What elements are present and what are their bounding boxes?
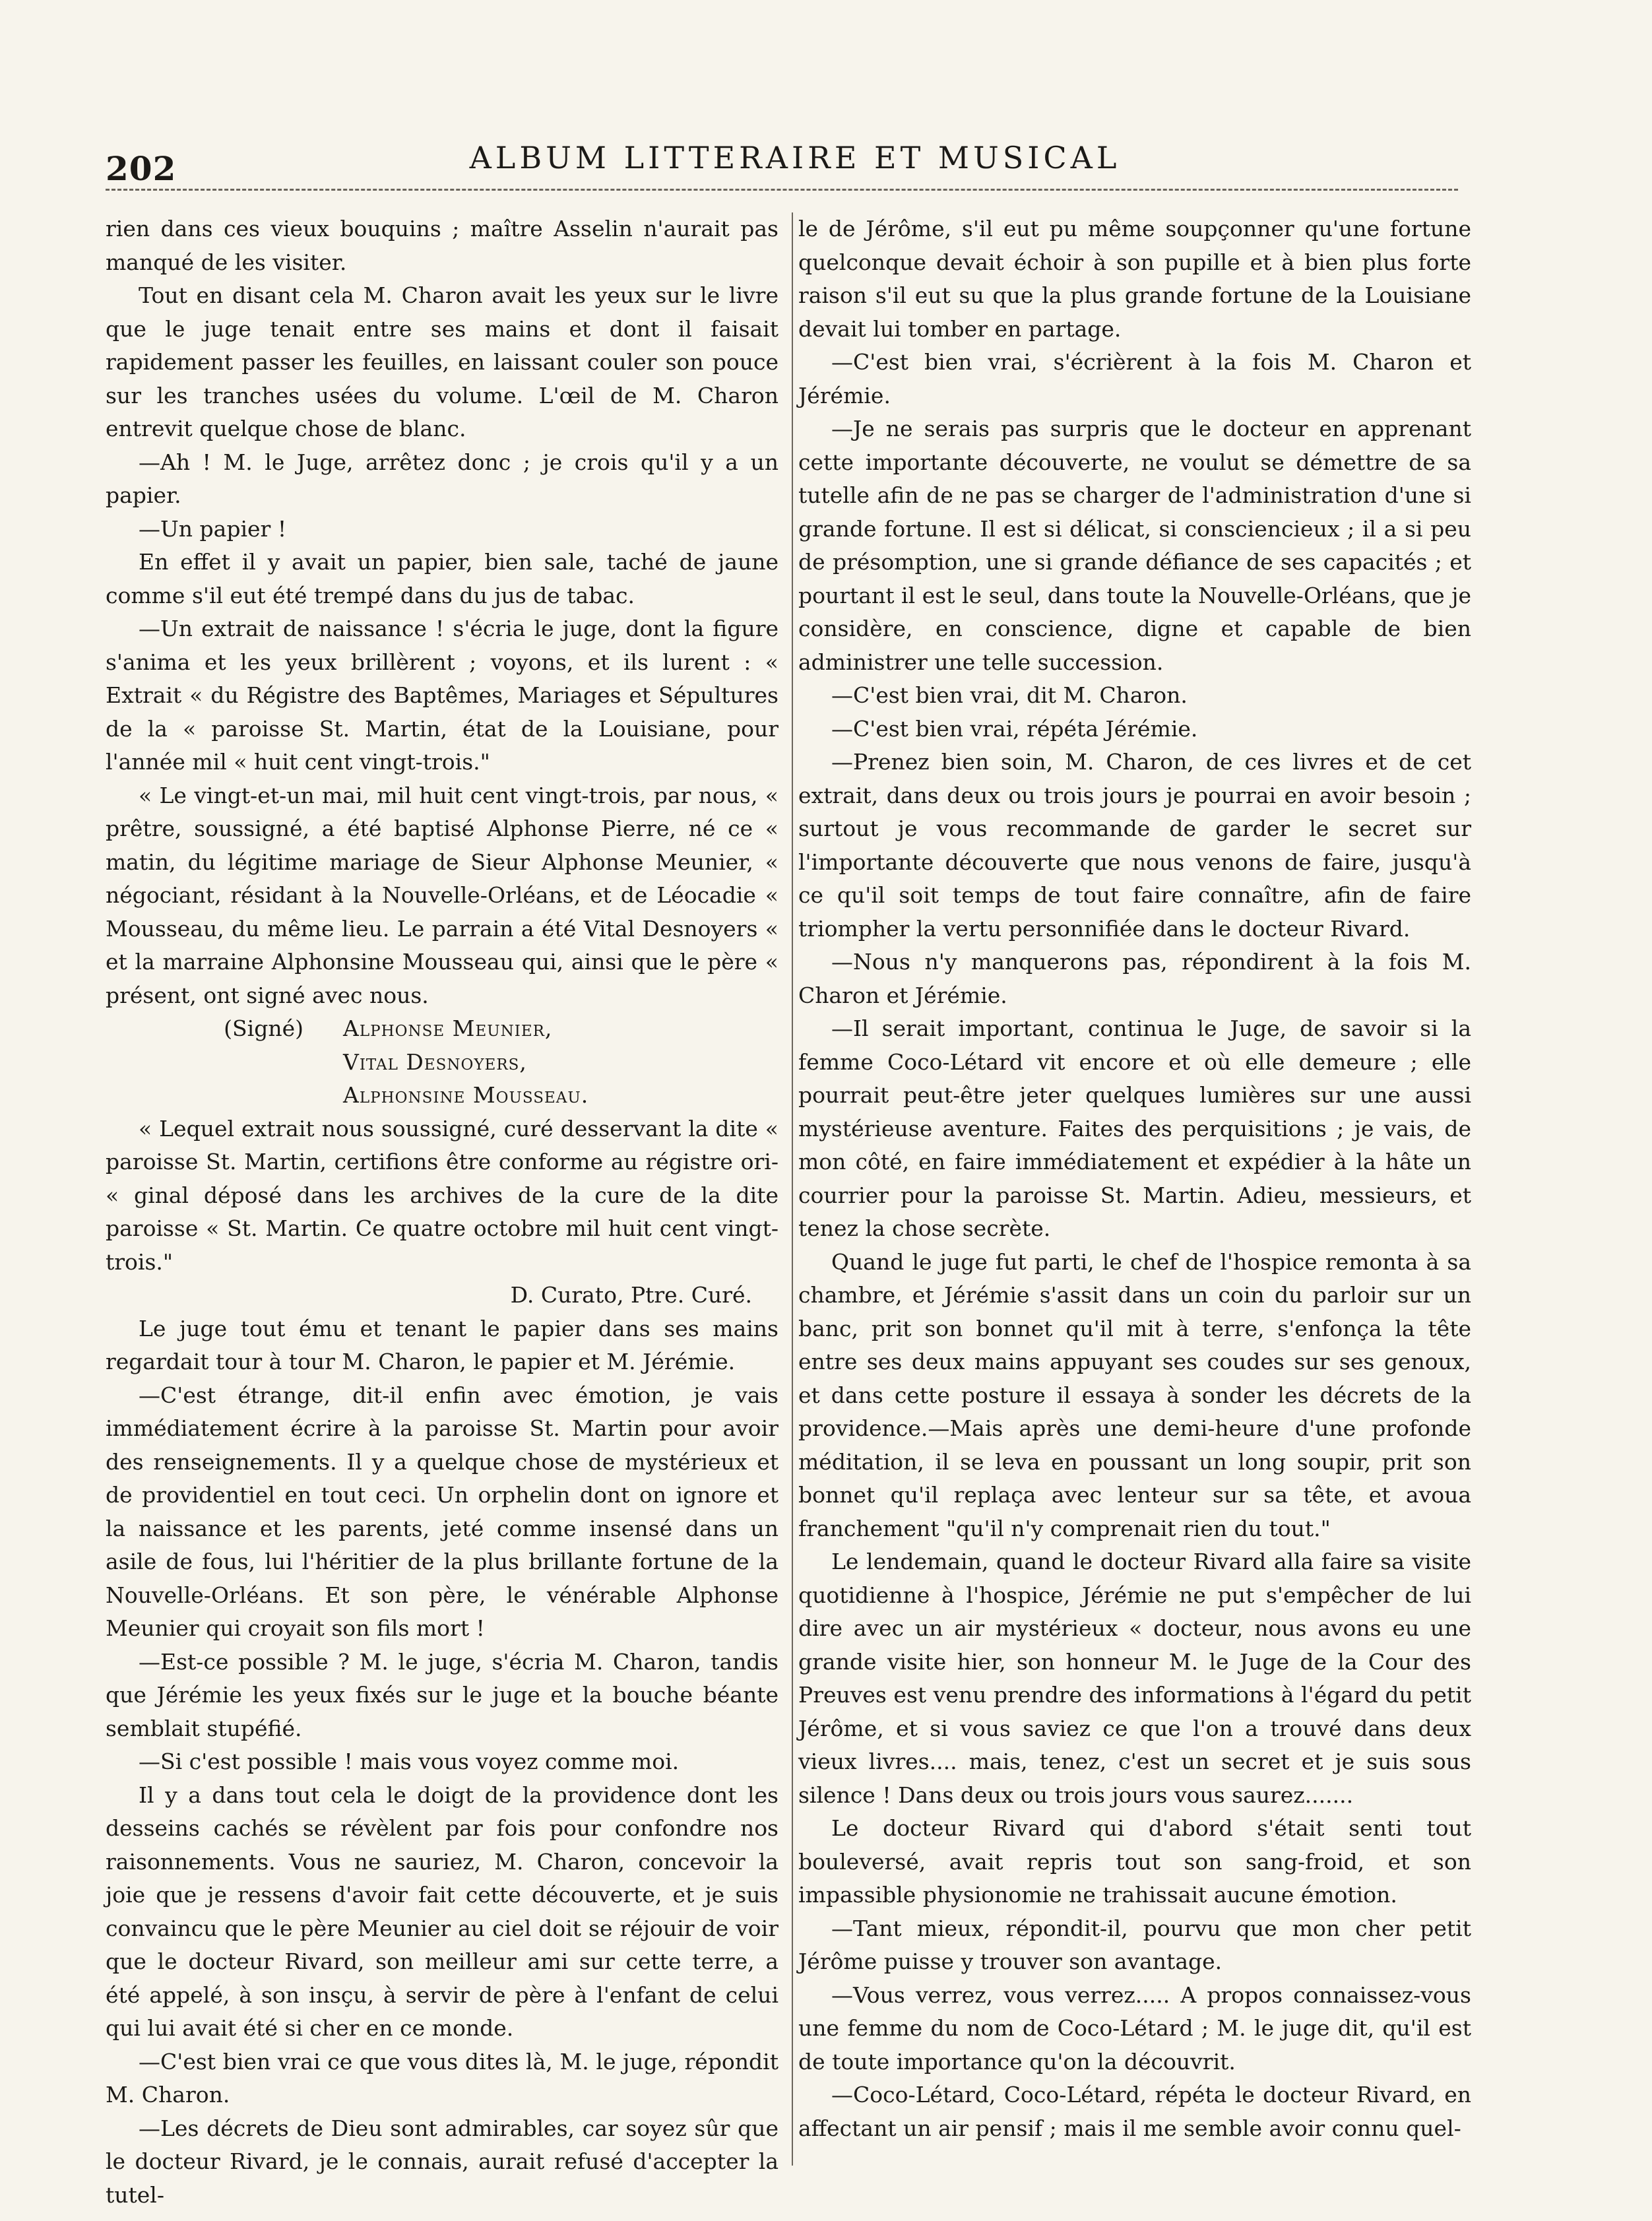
paragraph: —Est-ce possible ? M. le juge, s'écria M. Charon, tandis que Jérémie les yeux fixés sur le juge et la bouche béante semblait stupéfié. bbox=[106, 1648, 778, 1741]
paragraph: —Les décrets de Dieu sont admirables, car soyez sûr que le docteur Rivard, je le connais, aurait refusé d'accepter la tutel- bbox=[106, 2115, 778, 2208]
page-header bbox=[106, 140, 1458, 186]
running-title: ALBUM LITTERAIRE ET MUSICAL bbox=[469, 140, 1121, 176]
paragraph: —Prenez bien soin, M. Charon, de ces livres et de cet extrait, dans deux ou trois jours je pourrai en avoir besoin ; surtout je vous recommande de garder le secret sur l'importante découverte que nous venons de faire, jusqu'à ce qu'il soit temps de tout faire connaître, afin de faire triompher la vertu personnifiée dans le docteur Rivard. bbox=[798, 749, 1471, 942]
paragraph: —Je ne serais pas surpris que le docteur en apprenant cette importante découverte, ne voulut se démettre de sa tutelle afin de ne pas se charger de l'administration d'une si grande fortune. Il est si délicat, si consciencieux ; il a si peu de présomption, une si grande défiance de ses capacités ; et pourtant il est le seul, dans toute la Nouvelle-Orléans, que je considère, en conscience, digne et capable de bien administrer une telle succession. bbox=[798, 416, 1471, 675]
paragraph: Le juge tout ému et tenant le papier dans ses mains regardait tour à tour M. Charon, le papier et M. Jérémie. bbox=[106, 1315, 778, 1374]
paragraph: —Un extrait de naissance ! s'écria le juge, dont la figure s'anima et les yeux brillèrent ; voyons, et ils lurent : « Extrait « du Régistre des Baptêmes, Mariages et Sépultures de la « paroisse St. Martin, état de la Louisiane, pour l'année mil « huit cent vingt-trois." bbox=[106, 616, 778, 775]
left-column bbox=[106, 212, 778, 2208]
paragraph: rien dans ces vieux bouquins ; maître Asselin n'aurait pas manqué de les visiter. bbox=[106, 216, 778, 275]
curate-signature: D. Curato, Ptre. Curé. bbox=[510, 1282, 752, 1308]
paragraph: Le docteur Rivard qui d'abord s'était senti tout bouleversé, avait repris tout son sang-froid, et son impassible physionomie ne trahissait aucune émotion. bbox=[798, 1815, 1471, 1908]
paragraph: —Tant mieux, répondit-il, pourvu que mon cher petit Jérôme puisse y trouver son avantage. bbox=[798, 1915, 1471, 1974]
paragraph: —C'est bien vrai ce que vous dites là, M. le juge, répondit M. Charon. bbox=[106, 2048, 778, 2108]
paragraph: —C'est bien vrai, dit M. Charon. bbox=[831, 682, 1188, 708]
paragraph: —Ah ! M. le Juge, arrêtez donc ; je crois qu'il y a un papier. bbox=[106, 449, 778, 508]
paragraph: Le lendemain, quand le docteur Rivard alla faire sa visite quotidienne à l'hospice, Jérémie ne put s'empêcher de lui dire avec un air mystérieux « docteur, nous avons eu une grande visite hier, son honneur M. le Juge de la Cour des Preuves est venu prendre des informations à l'égard du petit Jérôme, et si vous saviez ce que l'on a trouvé dans deux vieux livres.... mais, tenez, c'est un secret et je suis sous silence ! Dans deux ou trois jours vous saurez....... bbox=[798, 1549, 1471, 1808]
quoted-paragraph: « Le vingt-et-un mai, mil huit cent vingt-trois, par nous, « prêtre, soussigné, a été baptisé Alphonse Pierre, né ce « matin, du légitime mariage de Sieur Alphonse Meunier, « négociant, résidant à la Nouvelle-Orléans, et de Léocadie « Mousseau, du même lieu. Le parrain a été Vital Desnoyers « et la marraine Alphonsine Mousseau qui, ainsi que le père « présent, ont signé avec nous. bbox=[106, 782, 778, 1008]
paragraph: —Si c'est possible ! mais vous voyez comme moi. bbox=[139, 1749, 680, 1774]
page-number: 202 bbox=[106, 149, 177, 188]
signer-name: Vital Desnoyers, bbox=[343, 1048, 527, 1075]
paragraph: le de Jérôme, s'il eut pu même soupçonner qu'une fortune quelconque devait échoir à son pupille et à bien plus forte raison s'il eut su que la plus grande fortune de la Louisiane devait lui tomber en partage. bbox=[798, 216, 1471, 342]
paragraph: —C'est bien vrai, s'écrièrent à la fois M. Charon et Jérémie. bbox=[798, 349, 1471, 408]
paragraph: —Nous n'y manquerons pas, répondirent à la fois M. Charon et Jérémie. bbox=[798, 949, 1471, 1008]
signer-name: Alphonsine Mousseau. bbox=[343, 1082, 589, 1108]
column-divider bbox=[792, 212, 793, 2166]
right-column bbox=[798, 212, 1471, 2166]
paragraph: En effet il y avait un papier, bien sale, taché de jaune comme s'il eut été trempé dans du jus de tabac. bbox=[106, 549, 778, 608]
paragraph: —Coco-Létard, Coco-Létard, répéta le docteur Rivard, en affectant un air pensif ; mais il me semble avoir connu quel- bbox=[798, 2082, 1471, 2141]
paragraph: —Un papier ! bbox=[139, 515, 287, 542]
quoted-paragraph: « Lequel extrait nous soussigné, curé desservant la dite « paroisse St. Martin, certifions être conforme au régistre ori- « ginal déposé dans les archives de la cure de la dite paroisse « St. Martin. Ce quatre octobre mil huit cent vingt-trois." bbox=[106, 1115, 778, 1275]
paragraph: —C'est étrange, dit-il enfin avec émotion, je vais immédiatement écrire à la paroisse St. Martin pour avoir des renseignements. Il y a quelque chose de mystérieux et de providentiel en tout ceci. Un orphelin dont on ignore et la naissance et les parents, jeté comme insensé dans un asile de fous, lui l'héritier de la plus brillante fortune de la Nouvelle-Orléans. Et son père, le vénérable Alphonse Meunier qui croyait son fils mort ! bbox=[106, 1382, 778, 1641]
paragraph: Tout en disant cela M. Charon avait les yeux sur le livre que le juge tenait entre ses mains et dont il faisait rapidement passer les feuilles, en laissant couler son pouce sur les tranches usées du volume. L'œil de M. Charon entrevit quelque chose de blanc. bbox=[106, 282, 778, 441]
header-rule bbox=[106, 189, 1458, 196]
paragraph: Il y a dans tout cela le doigt de la providence dont les desseins cachés se révèlent par fois pour confondre nos raisonnements. Vous ne sauriez, M. Charon, concevoir la joie que je ressens d'avoir fait cette découverte, et je suis convaincu que le père Meunier au ciel doit se réjouir de voir que le docteur Rivard, son meilleur ami sur cette terre, a été appelé, à son insçu, à servir de père à l'enfant de celui qui lui avait été si cher en ce monde. bbox=[106, 1782, 778, 2041]
signature-block bbox=[106, 1012, 778, 1112]
signer-name: Alphonse Meunier, bbox=[343, 1015, 553, 1041]
paragraph: —C'est bien vrai, répéta Jérémie. bbox=[831, 715, 1198, 742]
paragraph: —Vous verrez, vous verrez..... A propos connaissez-vous une femme du nom de Coco-Létard ; M. le juge dit, qu'il est de toute importance qu'on la découvrit. bbox=[798, 1981, 1471, 2075]
signed-label: (Signé) bbox=[224, 1015, 303, 1041]
paragraph: —Il serait important, continua le Juge, de savoir si la femme Coco-Létard vit encore et où elle demeure ; elle pourrait peut-être jeter quelques lumières sur une aussi mystérieuse aventure. Faites des perquisitions ; je vais, de mon côté, en faire immédiatement et expédier à la hâte un courrier pour la paroisse St. Martin. Adieu, messieurs, et tenez la chose secrète. bbox=[798, 1015, 1471, 1241]
paragraph: Quand le juge fut parti, le chef de l'hospice remonta à sa chambre, et Jérémie s'assit dans un coin du parloir sur un banc, prit son bonnet qu'il mit à terre, s'enfonça la tête entre ses deux mains appuyant ses coudes sur ses genoux, et dans cette posture il essaya à sonder les décrets de la providence.—Mais après une demi-heure d'une profonde méditation, il se leva en poussant un long soupir, prit son bonnet qu'il replaça avec lenteur sur sa tête, et avoua franchement "qu'il n'y comprenait rien du tout." bbox=[798, 1248, 1471, 1541]
